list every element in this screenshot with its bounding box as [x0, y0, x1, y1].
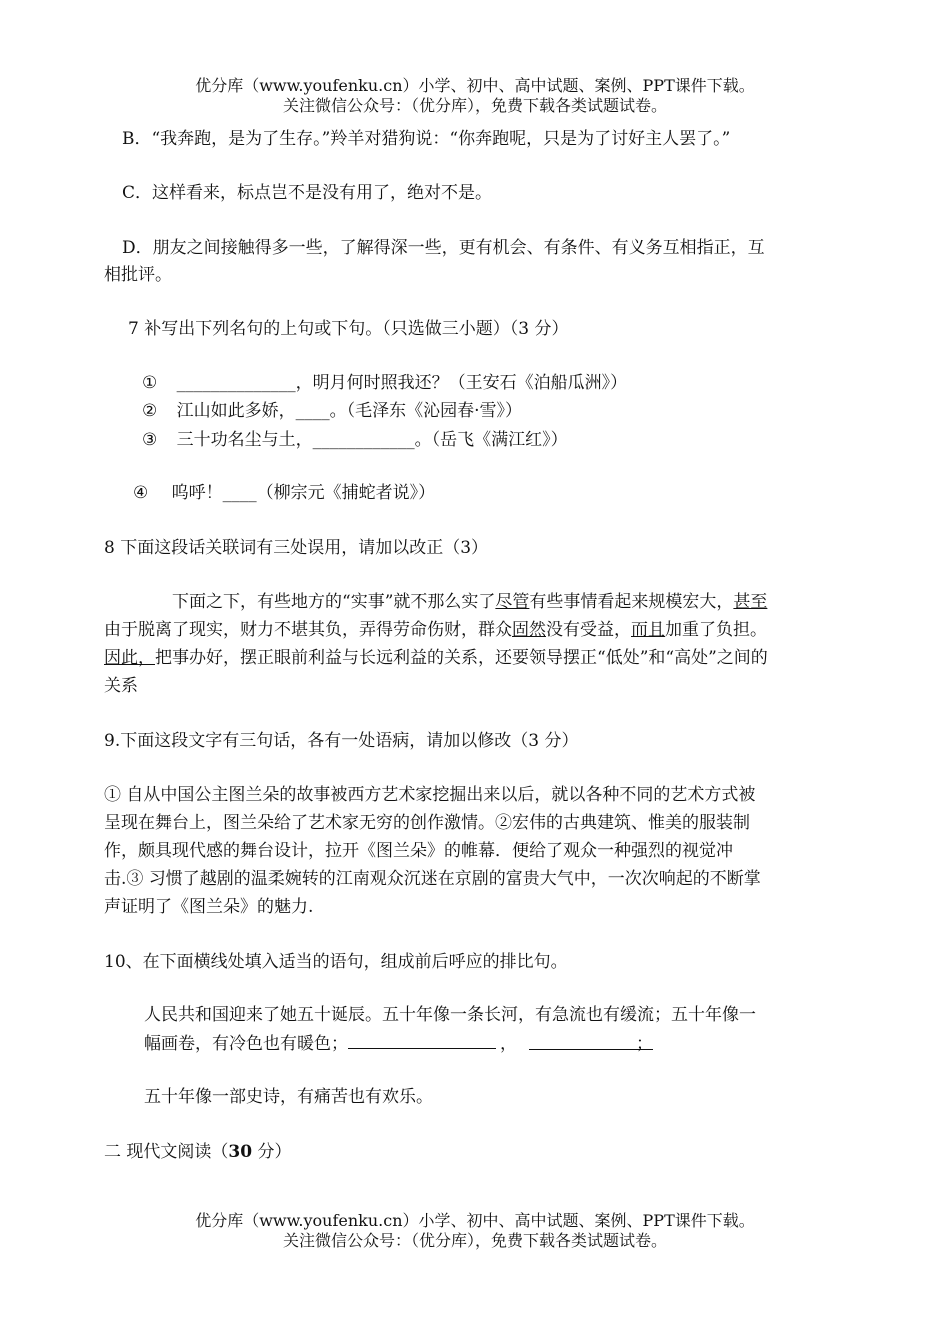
q10-line-2 — [144, 1030, 653, 1057]
text-segment: 没有受益， — [546, 620, 631, 640]
option-d-line-1: D．朋友之间接触得多一些，了解得深一些，更有机会、有条件、有义务互相指正，互 — [122, 238, 765, 258]
q9-line-4: 击.③ 习惯了越剧的温柔婉转的江南观众沉迷在京剧的富贵大气中，一次次响起的不断掌 — [104, 869, 761, 889]
q10-title: 10、在下面横线处填入适当的语句，组成前后呼应的排比句。 — [104, 952, 568, 972]
footer-line-1: 优分库（www.youfenku.cn）小学、初中、高中试题、案例、PPT课件下载。 — [195, 1211, 755, 1230]
q8-title: 8 下面这段话关联词有三处误用，请加以改正（3） — [104, 538, 489, 558]
option-b: B．“我奔跑，是为了生存。”羚羊对猎狗说：“你奔跑呢，只是为了讨好主人罢了。” — [122, 129, 731, 149]
q7-item-1 — [142, 370, 627, 396]
item-text: 呜呼！____（柳宗元《捕蛇者说》） — [171, 483, 436, 503]
option-d-line-2: 相批评。 — [104, 265, 172, 285]
q8-paragraph-line-2 — [104, 617, 767, 643]
text-segment: 幅画卷，有冷色也有暖色； — [144, 1034, 348, 1054]
q10-line-1: 人民共和国迎来了她五十诞辰。五十年像一条长河，有急流也有缓流；五十年像一 — [144, 1005, 756, 1025]
option-c: C．这样看来，标点岂不是没有用了，绝对不是。 — [122, 183, 493, 203]
item-number: ① — [142, 373, 158, 393]
q7-item-4 — [133, 480, 435, 506]
item-number: ② — [142, 401, 158, 421]
q7-item-3 — [142, 427, 568, 453]
item-number: ③ — [142, 430, 158, 450]
q9-title: 9.下面这段文字有三句话，各有一处语病，请加以修改（3 分） — [104, 731, 579, 751]
separator: ， — [500, 1034, 517, 1054]
underlined-conjunction: 甚至 — [733, 592, 768, 612]
q8-paragraph-line-3 — [104, 645, 768, 671]
text-segment: 由于脱离了现实，财力不堪其负，弄得劳命伤财，群众 — [104, 620, 512, 640]
text-segment: 加重了负担。 — [665, 620, 767, 640]
q9-line-3: 作，颇具现代感的舞台设计，拉开《图兰朵》的帷幕．便给了观众一种强烈的视觉冲 — [104, 841, 733, 861]
header-line-1: 优分库（www.youfenku.cn）小学、初中、高中试题、案例、PPT课件下载。 — [195, 76, 755, 95]
text-segment: 把事办好，摆正眼前利益与长远利益的关系，还要领导摆正“低处”和“高处”之间的 — [155, 648, 768, 668]
q7-title: 7 补写出下列名句的上句或下句。（只选做三小题）（3 分） — [128, 319, 569, 339]
underlined-conjunction: 因此， — [104, 648, 155, 668]
section-2-heading — [104, 1139, 291, 1165]
q9-line-1: ① 自从中国公主图兰朵的故事被西方艺术家挖掘出来以后，就以各种不同的艺术方式被 — [104, 785, 756, 805]
underlined-conjunction: 固然 — [512, 620, 546, 640]
item-text: 江山如此多娇，____。（毛泽东《沁园春·雪》） — [176, 401, 523, 421]
text-segment: 有些事情看起来规模宏大， — [529, 592, 734, 612]
heading-prefix: 二 现代文阅读（ — [104, 1142, 229, 1162]
footer-line-2: 关注微信公众号：（优分库），免费下载各类试题试卷。 — [282, 1231, 667, 1250]
q7-item-2 — [142, 398, 522, 424]
blank-end-mark: ； — [636, 1034, 653, 1054]
q8-paragraph-line-4: 关系 — [104, 676, 138, 696]
item-text: ______________，明月何时照我还？（王安石《泊船瓜洲》） — [176, 373, 628, 393]
q9-line-5: 声证明了《图兰朵》的魅力. — [104, 897, 314, 917]
item-number: ④ — [133, 483, 149, 503]
item-text: 三十功名尘与土，____________。（岳飞《满江红》） — [176, 430, 568, 450]
answer-blank-2[interactable] — [529, 1031, 653, 1054]
q8-paragraph-line-1 — [172, 589, 767, 615]
header-line-2: 关注微信公众号：（优分库），免费下载各类试题试卷。 — [282, 96, 667, 115]
underlined-conjunction: 尽管 — [495, 592, 530, 612]
heading-suffix: 分） — [252, 1142, 292, 1162]
section-score: 30 — [228, 1142, 253, 1162]
q10-line-3: 五十年像一部史诗，有痛苦也有欢乐。 — [144, 1087, 433, 1107]
text-segment: 下面之下，有些地方的“实事”就不那么实了 — [172, 592, 496, 612]
underlined-conjunction: 而且 — [631, 620, 665, 640]
q9-line-2: 呈现在舞台上，图兰朵给了艺术家无穷的创作激情。②宏伟的古典建筑、惟美的服装制 — [104, 813, 750, 833]
answer-blank-1[interactable] — [348, 1030, 496, 1049]
